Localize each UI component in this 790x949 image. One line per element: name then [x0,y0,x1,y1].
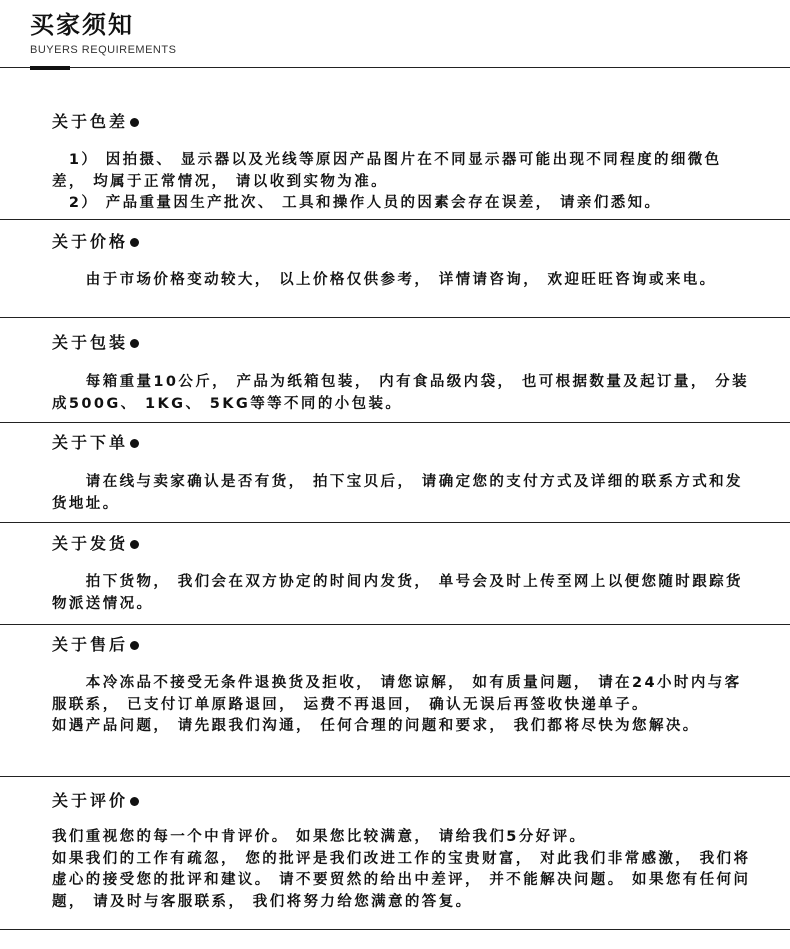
page-title: 买家须知 [30,11,134,39]
bullet-dot-icon [130,118,139,127]
section-color-difference [0,100,790,218]
section-ordering [0,422,790,522]
section-title [52,333,139,353]
section-title-text: 关于售后 [52,635,129,654]
bullet-dot-icon [130,797,139,806]
section-title-text: 关于色差 [52,112,129,131]
section-body [52,472,752,515]
section-title [52,433,139,453]
bullet-dot-icon [130,641,139,650]
section-shipping [0,522,790,624]
section-title [52,112,139,132]
section-title [52,232,139,252]
bullet-dot-icon [130,238,139,247]
paragraph: 如遇产品问题， 请先跟我们沟通， 任何合理的问题和要求， 我们都将尽快为您解决。 [52,718,700,734]
paragraph: 本冷冻品不接受无条件退换货及拒收， 请您谅解， 如有质量问题， 请在24小时内与客服联系， 已支付订单原路退回， 运费不再退回， 确认无误后再签收快递单子。 [52,675,742,713]
section-packaging [0,317,790,422]
header-accent-bar [30,66,70,70]
section-after-sales [0,624,790,776]
header-divider [0,67,790,68]
section-body [52,150,752,215]
section-title-text: 关于评价 [52,791,129,810]
paragraph: 由于市场价格变动较大， 以上价格仅供参考， 详情请咨询， 欢迎旺旺咨询或来电。 [52,272,717,288]
section-title-text: 关于下单 [52,433,129,452]
paragraph: 请在线与卖家确认是否有货， 拍下宝贝后， 请确定您的支付方式及详细的联系方式和发货地址。 [52,474,743,512]
paragraph: 我们重视您的每一个中肯评价。 如果您比较满意， 请给我们5分好评。 [52,829,587,845]
section-title-text: 关于包装 [52,333,129,352]
section-title-text: 关于发货 [52,534,129,553]
section-reviews [0,776,790,930]
paragraph: 如果我们的工作有疏忽， 您的批评是我们改进工作的宝贵财富， 对此我们非常感激， 我们将虚心的接受您的批评和建议。 请不要贸然的给出中差评， 并不能解决问题。 如果您有任何问题， 请及时与客服联系， 我们将努力给您满意的答复。 [52,850,751,910]
section-price [0,219,790,317]
section-title [52,791,139,811]
bullet-dot-icon [130,439,139,448]
paragraph: 每箱重量10公斤， 产品为纸箱包装， 内有食品级内袋， 也可根据数量及起订量， 分装成500G、 1KG、 5KG等等不同的小包装。 [52,374,749,412]
paragraph: 1） 因拍摄、 显示器以及光线等原因产品图片在不同显示器可能出现不同程度的细微色差， 均属于正常情况， 请以收到实物为准。 [52,152,722,190]
page-header [30,8,176,56]
bullet-dot-icon [130,540,139,549]
paragraph: 拍下货物， 我们会在双方协定的时间内发货， 单号会及时上传至网上以便您随时跟踪货物派送情况。 [52,574,743,612]
bullet-dot-icon [130,339,139,348]
page-subtitle: BUYERS REQUIREMENTS [30,44,177,56]
section-body [52,270,752,292]
section-body [52,673,752,738]
section-title-text: 关于价格 [52,232,129,251]
section-body [52,572,752,615]
section-title [52,534,139,554]
section-body [52,372,752,415]
section-body [52,827,752,913]
paragraph: 2） 产品重量因生产批次、 工具和操作人员的因素会存在误差， 请亲们悉知。 [52,195,662,211]
section-title [52,635,139,655]
